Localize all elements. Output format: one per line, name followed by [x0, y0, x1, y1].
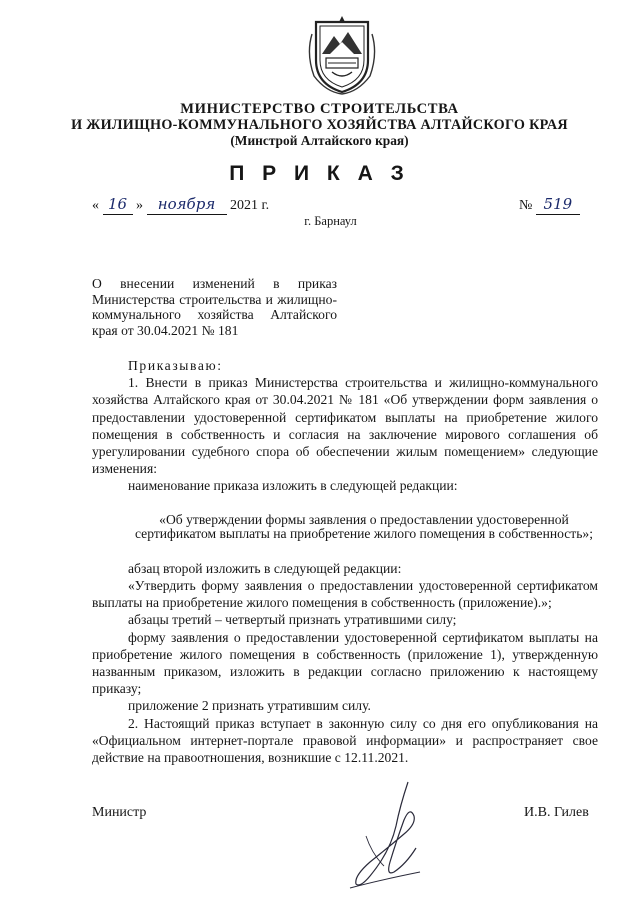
paragraph-4: «Утвердить форму заявления о предоставлении удостоверенной сертификатом выплаты на приобретение жилого помещения в собственность (приложение).»;: [92, 578, 598, 611]
signatory-name: И.В. Гилев: [524, 805, 589, 820]
quote-close: »: [136, 198, 143, 213]
paragraph-8: 2. Настоящий приказ вступает в законную силу со дня его опубликования на «Официальном интернет-портале правовой информации» и распространяет свое действие на правоотношения, возникшие с 12.11.2021.: [92, 715, 598, 766]
number-value: 519: [543, 195, 573, 213]
paragraph-3: абзац второй изложить в следующей редакции:: [128, 560, 402, 576]
city: г. Барнаул: [304, 214, 357, 228]
handwritten-signature-icon: [330, 776, 460, 896]
paragraph-2: наименование приказа изложить в следующей редакции:: [128, 478, 458, 494]
document-body: [92, 357, 598, 766]
paragraph-1: 1. Внести в приказ Министерства строительства и жилищно-коммунального хозяйства Алтайского края от 30.04.2021 № 181 «Об утверждении форм заявления о предоставлении удостоверенной сертификатом выплаты на приобретение жилого помещения в собственность и согласия на заключение мирового соглашения об урегулировании судебного спора об обеспечении жилым помещением» следующие изменения:: [92, 375, 598, 477]
date-month: ноября: [157, 195, 216, 213]
ministry-name-line-1: МИНИСТЕРСТВО СТРОИТЕЛЬСТВА: [180, 101, 459, 117]
document-subject: О внесении изменений в приказ Министерства строительства и жилищно-коммунального хозяйства Алтайского края от 30.04.2021 № 181: [92, 276, 337, 338]
paragraph-5: абзацы третий – четвертый признать утратившими силу;: [128, 612, 457, 628]
date-year: 2021 г.: [230, 198, 270, 213]
date-day: 16: [107, 195, 128, 213]
number-field: [536, 196, 580, 215]
ministry-short-name: (Минстрой Алтайского края): [230, 133, 409, 148]
paragraph-7: приложение 2 признать утратившим силу.: [128, 698, 371, 714]
quote-open: «: [92, 198, 99, 213]
number-label: №: [519, 198, 533, 213]
signatory-position: Министр: [92, 805, 147, 820]
quoted-title: «Об утверждении формы заявления о предоставлении удостоверенной сертификатом выплаты на приобретение жилого помещения в собственность»;: [134, 511, 594, 542]
document-number: [519, 196, 580, 215]
paragraph-6: форму заявления о предоставлении удостоверенной сертификатом выплаты на приобретение жилого помещения в собственность (приложение 1), утвержденную названным приказом, изложить в редакции согласно приложению к настоящему приказу;: [92, 629, 598, 697]
ministry-name-line-2: И ЖИЛИЩНО-КОММУНАЛЬНОГО ХОЗЯЙСТВА АЛТАЙСКОГО КРАЯ: [71, 117, 568, 133]
order-word: Приказываю:: [128, 358, 223, 373]
document-type-title: П Р И К А З: [229, 162, 410, 185]
date-day-field: [103, 196, 133, 215]
date-month-field: [147, 196, 227, 215]
document-date: [92, 196, 269, 215]
coat-of-arms-icon: [306, 14, 378, 96]
